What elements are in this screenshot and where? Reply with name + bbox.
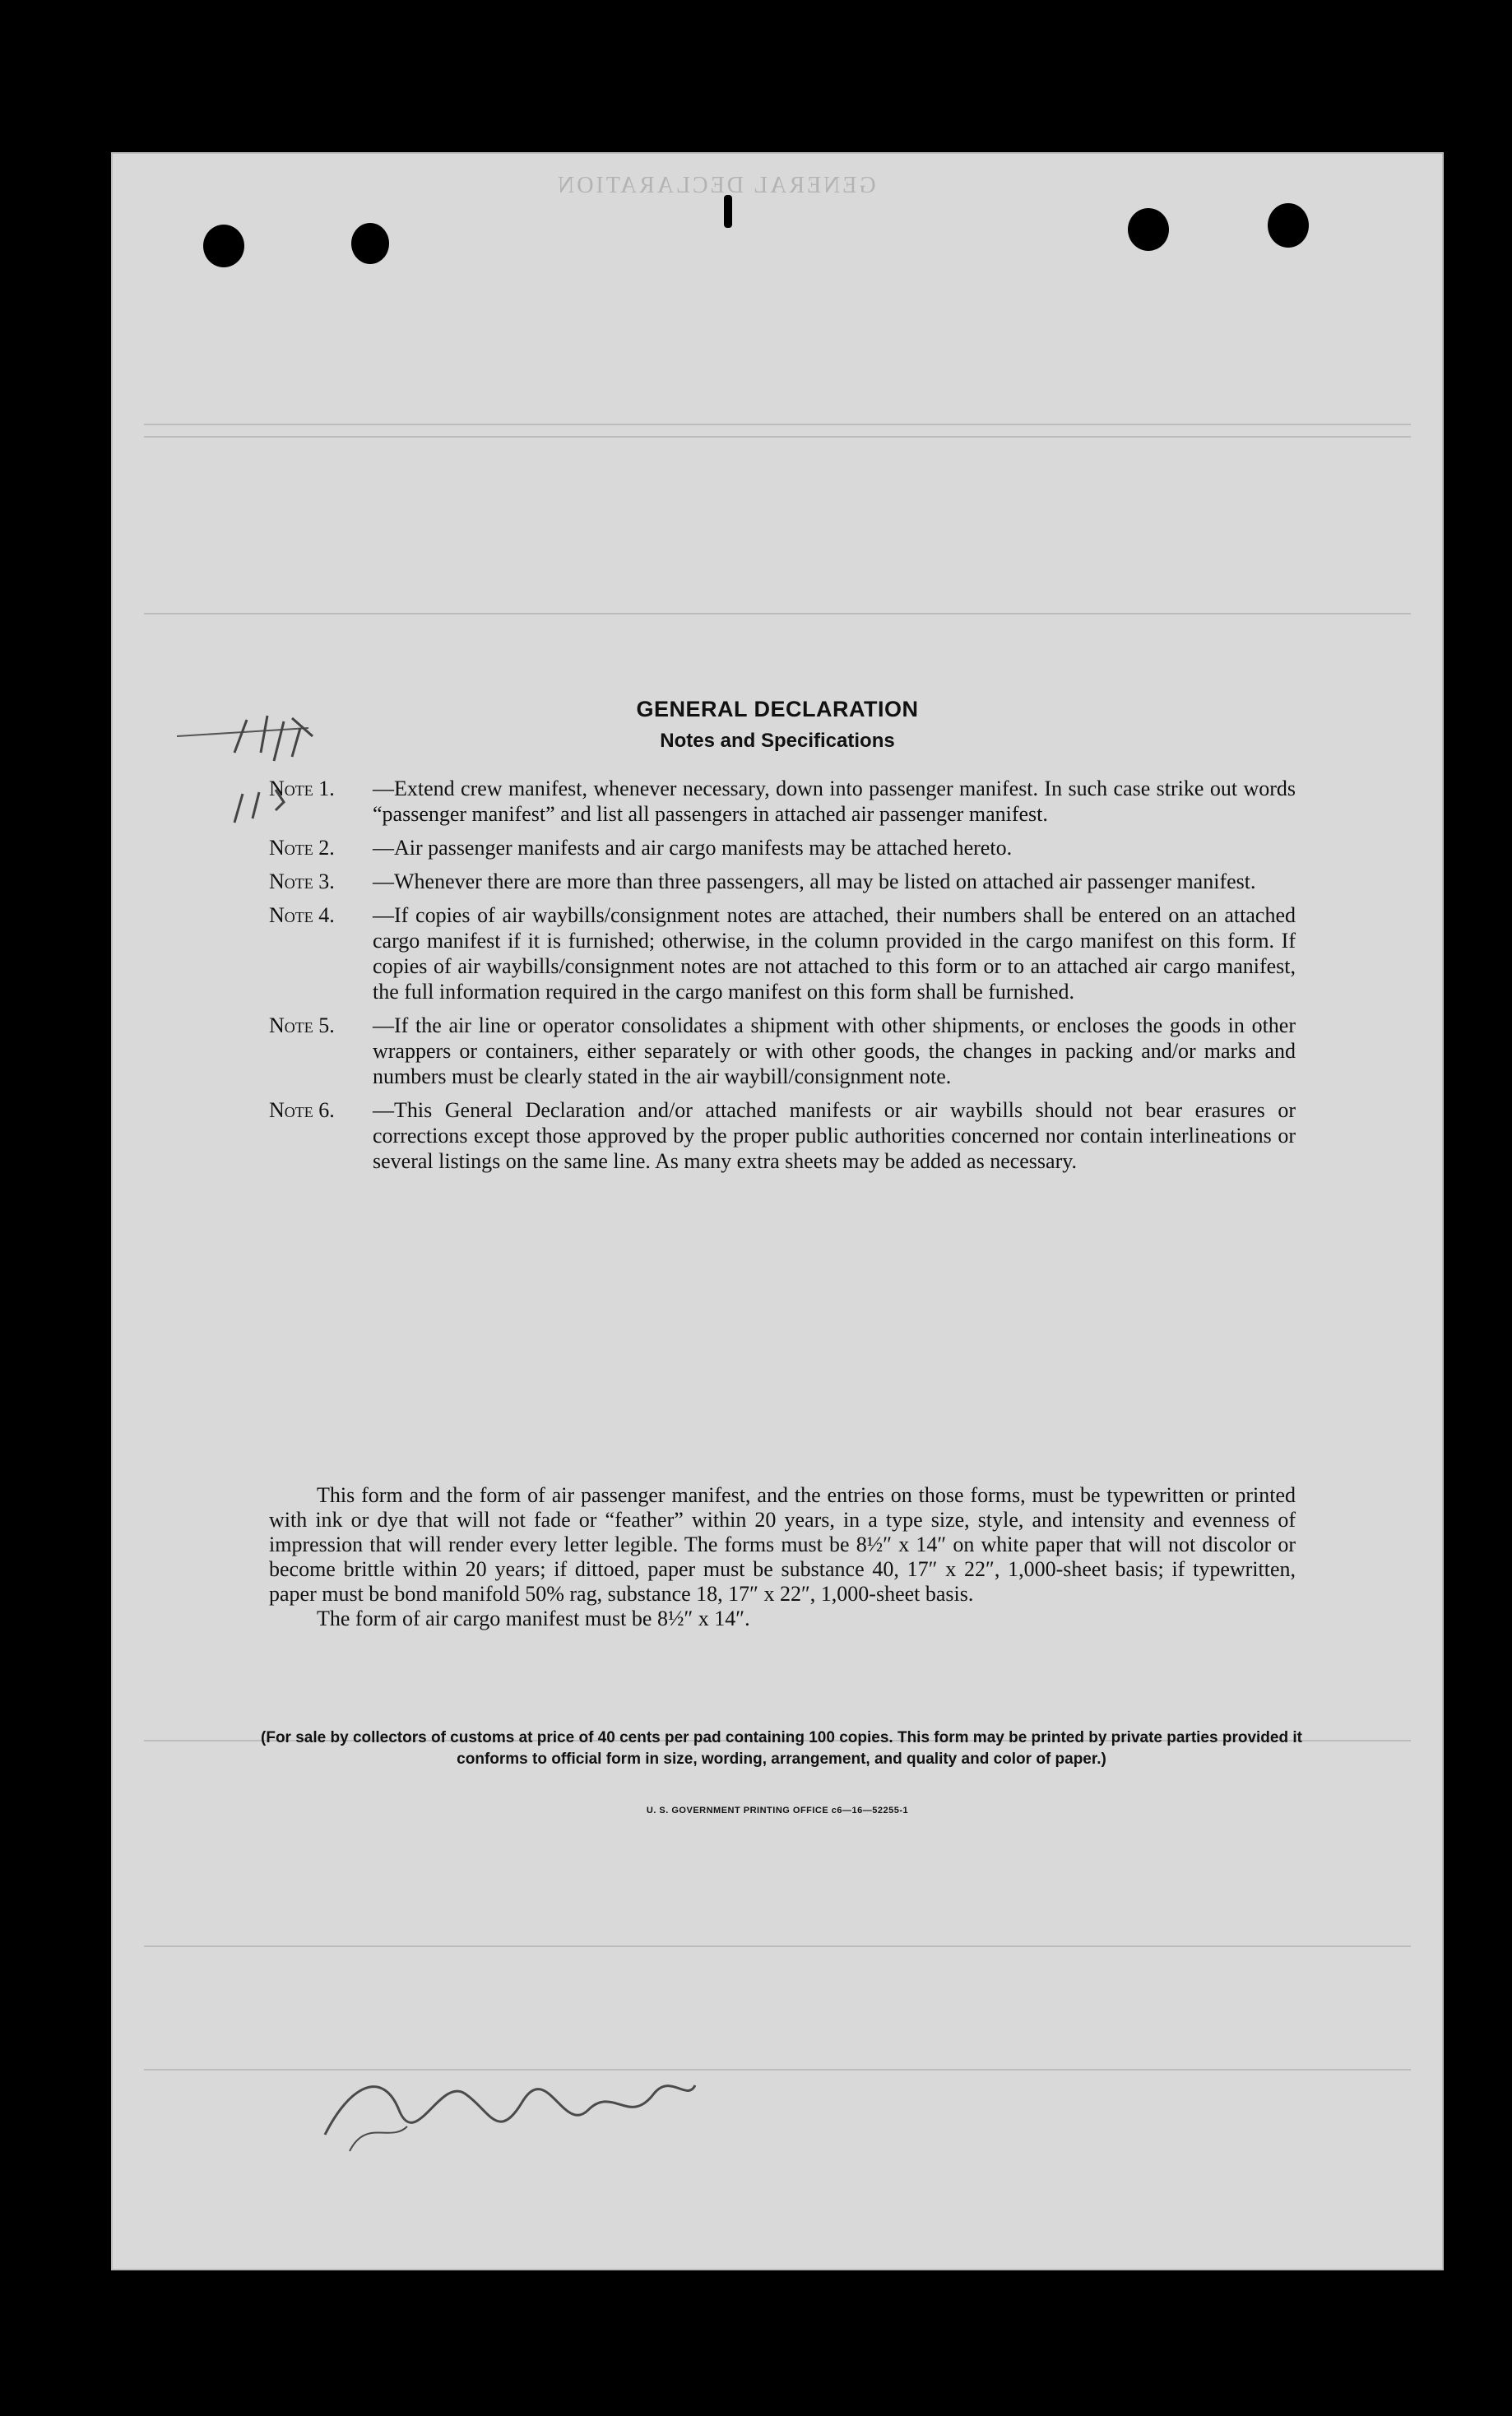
bleed-through-rule bbox=[144, 1945, 1411, 1947]
document-subtitle: Notes and Specifications bbox=[660, 730, 895, 752]
punch-hole bbox=[203, 225, 244, 267]
punch-hole bbox=[351, 223, 389, 264]
note-text: —Air passenger manifests and air cargo manifests may be attached hereto. bbox=[373, 836, 1013, 860]
note-item bbox=[269, 869, 1296, 894]
note-text: —If copies of air waybills/consignment notes are attached, their numbers shall be entered on an attached cargo manifest if it is furnished; otherwise, in the column provided in the cargo manifest on this form. If copies of air waybills/consignment notes are not attached to this form or to an attached air cargo manifest, the full information required in the cargo manifest on this form shall be furnished. bbox=[373, 903, 1296, 1004]
note-item bbox=[269, 776, 1296, 827]
note-item bbox=[269, 835, 1296, 860]
sale-notice: (For sale by collectors of customs at price of 40 cents per pad containing 100 copies. This form may be printed by private parties provided it conforms to official form in size, wording, arrangement, and quality and color of paper.) bbox=[261, 1729, 1302, 1768]
note-label: Note 4. bbox=[269, 903, 335, 927]
note-item bbox=[269, 1013, 1296, 1089]
note-label: Note 1. bbox=[269, 777, 335, 800]
document-page bbox=[111, 152, 1444, 2270]
signature-bleed-through bbox=[300, 2036, 712, 2168]
note-text: —Whenever there are more than three passengers, all may be listed on attached air passenger manifest. bbox=[373, 869, 1256, 893]
bleed-through-rule bbox=[144, 436, 1411, 438]
pencil-marks bbox=[169, 703, 383, 827]
form-specification-paragraph bbox=[269, 1483, 1296, 1631]
note-text: —This General Declaration and/or attached manifests or air waybills should not bear erasures or corrections except those approved by the proper public authorities concerned nor contain interlineations or several listings on the same line. As many extra sheets may be added as necessary. bbox=[373, 1098, 1296, 1173]
bleed-through-text: GENERAL DECLARATION bbox=[555, 173, 876, 198]
punch-hole bbox=[1268, 203, 1309, 248]
note-item bbox=[269, 902, 1296, 1004]
note-label: Note 2. bbox=[269, 836, 335, 860]
printing-office-imprint: U. S. GOVERNMENT PRINTING OFFICE c6—16—52255-1 bbox=[646, 1806, 909, 1815]
note-label: Note 6. bbox=[269, 1098, 335, 1122]
note-label: Note 3. bbox=[269, 869, 335, 893]
note-item bbox=[269, 1097, 1296, 1174]
note-text: —Extend crew manifest, whenever necessary, down into passenger manifest. In such case strike out words “passenger manifest” and list all passengers in attached air passenger manifest. bbox=[373, 777, 1296, 826]
punch-hole bbox=[1128, 208, 1169, 251]
punch-hole bbox=[724, 195, 732, 228]
form-specification-text: This form and the form of air passenger manifest, and the entries on those forms, must be typewritten or printed with ink or dye that will not fade or “feather” within 20 years, in a type size, style, and intensity and evenness of impression that will render every letter legible. The forms must be 8½″ x 14″ on white paper that will not discolor or become brittle within 20 years; if dittoed, paper must be substance 40, 17″ x 22″, 1,000-sheet basis; if typewritten, paper must be bond manifold 50% rag, substance 18, 17″ x 22″, 1,000-sheet basis. bbox=[269, 1483, 1296, 1606]
notes-list bbox=[269, 776, 1296, 1182]
note-label: Note 5. bbox=[269, 1013, 335, 1037]
bleed-through-rule bbox=[144, 613, 1411, 614]
document-title: GENERAL DECLARATION bbox=[636, 697, 919, 721]
bleed-through-rule bbox=[144, 424, 1411, 425]
cargo-manifest-size-text: The form of air cargo manifest must be 8½″ x 14″. bbox=[317, 1607, 750, 1630]
note-text: —If the air line or operator consolidates a shipment with other shipments, or encloses the goods in other wrappers or containers, either separately or with other goods, the changes in packing and/or marks and numbers must be clearly stated in the air waybill/consignment note. bbox=[373, 1013, 1296, 1088]
